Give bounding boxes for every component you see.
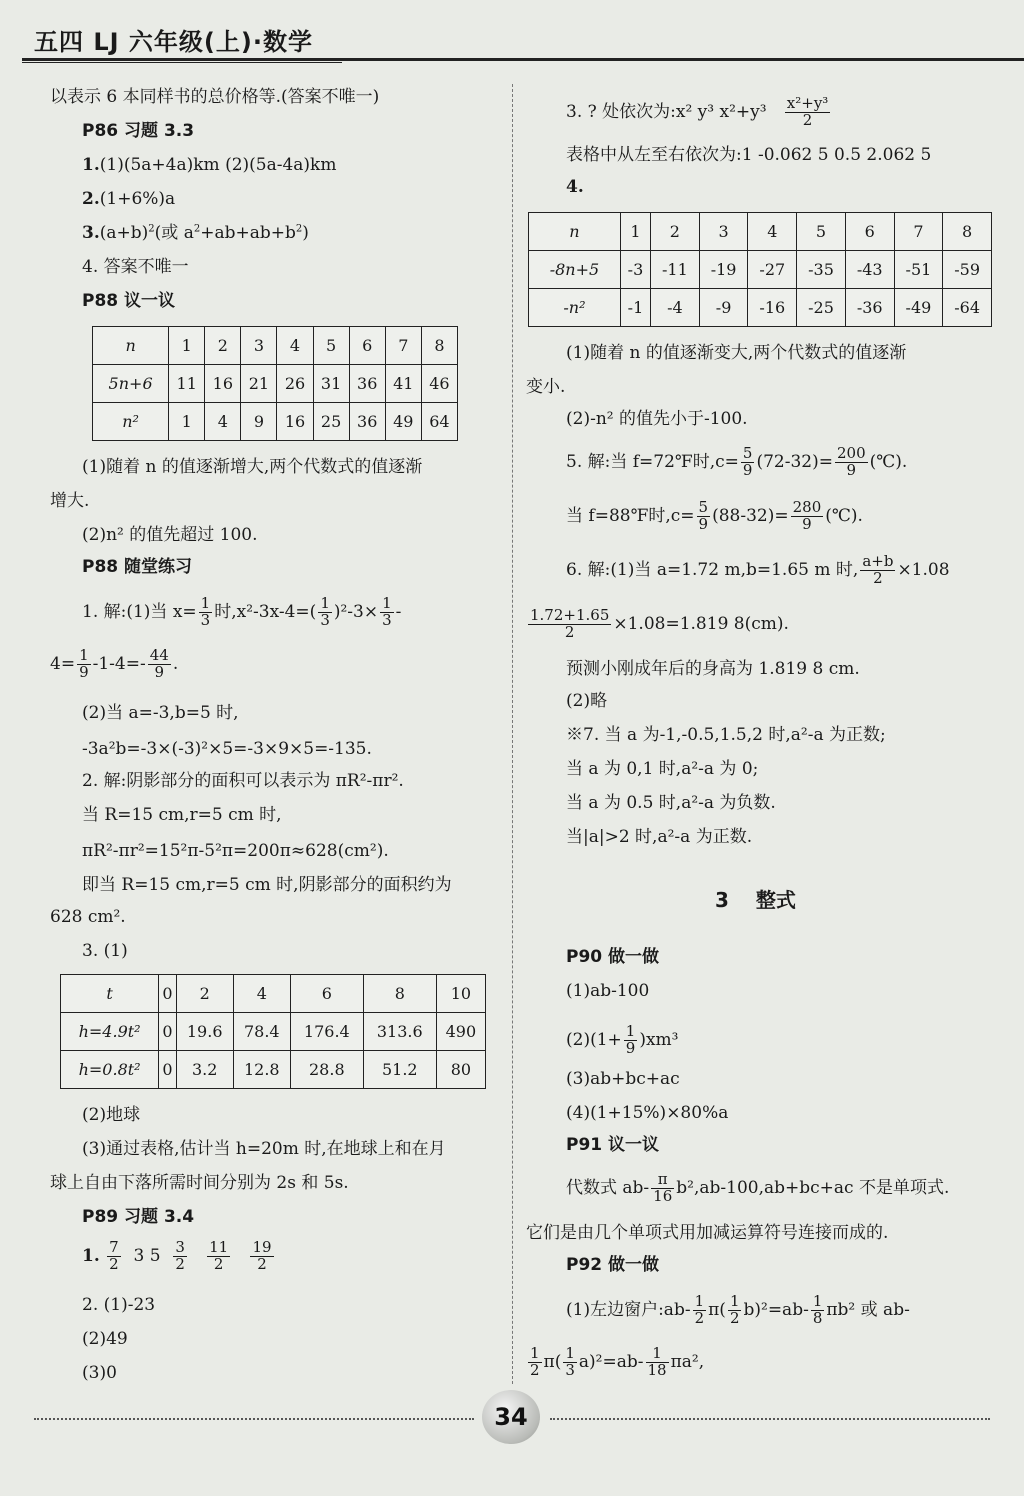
text: b²,ab-100,ab+bc+ac 不是单项式. <box>676 1177 950 1198</box>
table-cell: -3 <box>620 251 650 289</box>
section-label-p89: P89 习题 3.4 <box>82 1207 195 1227</box>
section-label-p91: P91 议一议 <box>566 1135 660 1155</box>
exercise-1-line2 <box>50 648 178 681</box>
text: (2)(1+ <box>566 1029 622 1050</box>
fraction: $\frac{1}{8}$ <box>812 1292 823 1327</box>
table-cell: -1 <box>620 289 650 327</box>
table-cell: 51.2 <box>363 1051 436 1089</box>
text-line: 2. (1)-23 <box>82 1295 156 1315</box>
table-cell: -4 <box>651 289 700 327</box>
text: (1)左边窗户:ab- <box>566 1299 691 1320</box>
text-line: πR²-πr²=15²π-5²π=200π≈628(cm²). <box>82 841 389 861</box>
table-cell: 313.6 <box>363 1013 436 1051</box>
table-cell: 2 <box>651 213 700 251</box>
table-cell: 4 <box>205 403 241 441</box>
text: . <box>172 653 179 674</box>
table-cell: 176.4 <box>290 1013 363 1051</box>
table-cell: 10 <box>436 975 485 1013</box>
table-cell: 4 <box>748 213 797 251</box>
table-cell: 7 <box>385 327 421 365</box>
right-answer-5-line2 <box>566 500 863 533</box>
text-line: (3)通过表格,估计当 h=20m 时,在地球上和在月 <box>82 1139 446 1159</box>
table-cell: 8 <box>363 975 436 1013</box>
fraction: $\frac{1.72+1.65}{2}$ <box>530 606 610 641</box>
fraction: $\frac{1}{3}$ <box>320 594 330 629</box>
text: 5. 解:当 f=72℉时,c= <box>566 451 739 472</box>
table-cell: -19 <box>699 251 748 289</box>
fraction: $\frac{1}{2}$ <box>729 1292 740 1327</box>
table-cell: -35 <box>797 251 846 289</box>
text: 时,x²-3x-4=( <box>214 601 317 622</box>
table-cell: n <box>529 213 621 251</box>
table-row <box>61 1013 486 1051</box>
table-cell: 36 <box>349 365 385 403</box>
table-cell: 5 <box>313 327 349 365</box>
section-label-p86: P86 习题 3.3 <box>82 121 195 141</box>
table-cell: 4 <box>277 327 313 365</box>
text-line: 当 R=15 cm,r=5 cm 时, <box>82 805 282 825</box>
table-cell: -16 <box>748 289 797 327</box>
text-line: (2)当 a=-3,b=5 时, <box>82 703 239 723</box>
fraction: $\frac{5}{9}$ <box>698 498 709 533</box>
answer-text: (1)(5a+4a)km (2)(5a-4a)km <box>99 155 337 175</box>
table-cell: -27 <box>748 251 797 289</box>
section-label-p90: P90 做一做 <box>566 947 660 967</box>
footer-dotted-rule-left <box>34 1418 474 1420</box>
header-rule-thin <box>22 62 342 63</box>
fraction: $\frac{200}{9}$ <box>836 444 866 479</box>
text: (℃). <box>825 505 863 526</box>
table-cell: -64 <box>943 289 992 327</box>
table-row <box>529 289 992 327</box>
text: a)²=ab- <box>578 1351 644 1372</box>
footer-dotted-rule-right <box>550 1418 990 1420</box>
p89-answer-1 <box>82 1240 276 1273</box>
q-number: 1. <box>82 1245 100 1266</box>
section-label-p88-practice: P88 随堂练习 <box>82 557 193 577</box>
table-cell: 31 <box>313 365 349 403</box>
text-line: (4)(1+15%)×80%a <box>566 1103 729 1123</box>
answer-text: (或 a <box>154 223 194 243</box>
text-line: 预测小刚成年后的身高为 1.819 8 cm. <box>566 659 860 679</box>
text-line: (1)随着 n 的值逐渐变大,两个代数式的值逐渐 <box>566 343 907 363</box>
fraction: $\frac{7}{2}$ <box>109 1238 119 1273</box>
p92-line1 <box>566 1294 910 1327</box>
fraction: $\frac{11}{2}$ <box>209 1238 229 1273</box>
table-cell: 490 <box>436 1013 485 1051</box>
table-cell: 21 <box>241 365 277 403</box>
table-cell: 6 <box>290 975 363 1013</box>
text: 当 f=88℉时,c= <box>566 505 695 526</box>
header-rule <box>22 58 1024 61</box>
fraction: $\frac{\text{x²+y³}}{2}$ <box>786 94 829 129</box>
text-line: (3)ab+bc+ac <box>566 1069 680 1089</box>
text: πb² 或 ab- <box>826 1299 910 1320</box>
text-line: 增大. <box>50 491 90 511</box>
answer-2 <box>82 188 175 210</box>
table-cell: 8 <box>943 213 992 251</box>
table-cell: -36 <box>845 289 894 327</box>
right-answer-3 <box>566 96 832 129</box>
section-label-p88: P88 议一议 <box>82 291 176 311</box>
text-line: (2)地球 <box>82 1105 141 1125</box>
text: -1-4=- <box>92 653 146 674</box>
text: 3. ? 处依次为:x² y³ x²+y³ <box>566 101 767 122</box>
table-cell: 12.8 <box>233 1051 290 1089</box>
table-cell: 2 <box>205 327 241 365</box>
text: (88-32)= <box>712 505 789 526</box>
exercise-1-line1 <box>82 596 401 629</box>
table-cell: h=0.8t² <box>61 1051 159 1089</box>
table-cell: 64 <box>421 403 457 441</box>
table-cell: 5 <box>797 213 846 251</box>
page-number-badge: 34 <box>482 1390 540 1444</box>
text-line: 628 cm². <box>50 907 126 927</box>
fraction: $\frac{1}{3}$ <box>382 594 392 629</box>
q-number: 1. <box>82 155 100 175</box>
table-cell: -n² <box>529 289 621 327</box>
section-heading: 3 整式 <box>715 888 796 912</box>
fraction: $\frac{44}{9}$ <box>149 646 169 681</box>
table-cell: 0 <box>159 975 176 1013</box>
table-cell: t <box>61 975 159 1013</box>
fraction: $\frac{1}{3}$ <box>565 1344 575 1379</box>
answer-1 <box>82 154 336 176</box>
fraction: $\frac{\pi}{16}$ <box>653 1170 673 1205</box>
fraction: $\frac{5}{9}$ <box>742 444 753 479</box>
table-row <box>529 251 992 289</box>
text: (72-32)= <box>756 451 833 472</box>
table-cell: 46 <box>421 365 457 403</box>
text-line: 当 a 为 0,1 时,a²-a 为 0; <box>566 759 759 779</box>
answer-text: ) <box>302 223 309 243</box>
table-cell: n² <box>93 403 169 441</box>
fraction: $\frac{19}{2}$ <box>252 1238 272 1273</box>
value-table-2 <box>60 974 486 1089</box>
table-cell: 36 <box>349 403 385 441</box>
table-cell: 41 <box>385 365 421 403</box>
fraction: $\frac{1}{9}$ <box>79 646 89 681</box>
text: )xm³ <box>639 1029 679 1050</box>
page-header-title: 五四 LJ 六年级(上)·数学 <box>34 28 313 56</box>
table-cell: -59 <box>943 251 992 289</box>
text: )²-3× <box>333 601 379 622</box>
text-line: 变小. <box>526 377 566 397</box>
section-label-p92: P92 做一做 <box>566 1255 660 1275</box>
table-cell: 19.6 <box>176 1013 233 1051</box>
text: 代数式 ab- <box>566 1177 650 1198</box>
q-number: 4. <box>566 177 584 197</box>
text-line: (1)ab-100 <box>566 981 650 1001</box>
p91-line1 <box>566 1172 949 1205</box>
table-header-row <box>61 975 486 1013</box>
table-cell: -49 <box>894 289 943 327</box>
text: 3 5 <box>133 1245 161 1266</box>
text-line: 2. 解:阴影部分的面积可以表示为 πR²-πr². <box>82 771 404 791</box>
table-cell: 1 <box>620 213 650 251</box>
text: (℃). <box>869 451 908 472</box>
table-cell: -8n+5 <box>529 251 621 289</box>
text-line: 当|a|>2 时,a²-a 为正数. <box>566 827 753 847</box>
text: b)²=ab- <box>743 1299 809 1320</box>
q-number: 2. <box>82 189 100 209</box>
right-answer-6-line2 <box>526 608 789 641</box>
table-cell: 1 <box>169 403 205 441</box>
text-line: 表格中从左至右依次为:1 -0.062 5 0.5 2.062 5 <box>566 145 932 165</box>
text-line: 3. (1) <box>82 941 128 961</box>
answer-3: $3.(a+b)^2$(或 $a^2+ab+ab+b^2$) <box>82 223 309 243</box>
text: π( <box>543 1351 562 1372</box>
right-answer-6-line1 <box>566 554 950 587</box>
table-cell: n <box>93 327 169 365</box>
right-answer-5-line1 <box>566 446 907 479</box>
answer-text: +ab+ab+b <box>200 223 296 243</box>
text: 1. 解:(1)当 x= <box>82 601 197 622</box>
table-cell: 11 <box>169 365 205 403</box>
value-table-3 <box>528 212 992 327</box>
table-cell: 16 <box>277 403 313 441</box>
text: 4= <box>50 653 76 674</box>
text-line: (2)略 <box>566 691 608 711</box>
fraction: $\frac{a+b}{2}$ <box>862 552 894 587</box>
text: πa², <box>670 1351 705 1372</box>
table-cell: 0 <box>159 1051 176 1089</box>
q-number: 3. <box>82 223 100 243</box>
table-row <box>61 1051 486 1089</box>
table-header-row <box>529 213 992 251</box>
text-line: -3a²b=-3×(-3)²×5=-3×9×5=-135. <box>82 739 372 759</box>
text: 6. 解:(1)当 a=1.72 m,b=1.65 m 时, <box>566 559 859 580</box>
table-cell: -9 <box>699 289 748 327</box>
table-cell: 16 <box>205 365 241 403</box>
table-cell: 8 <box>421 327 457 365</box>
table-cell: 1 <box>169 327 205 365</box>
text-line: ※7. 当 a 为-1,-0.5,1.5,2 时,a²-a 为正数; <box>566 725 886 745</box>
table-cell: 4 <box>233 975 290 1013</box>
table-cell: 26 <box>277 365 313 403</box>
text-line: 当 a 为 0.5 时,a²-a 为负数. <box>566 793 776 813</box>
answer-4: 4. 答案不唯一 <box>82 257 189 277</box>
text-line: (1)随着 n 的值逐渐增大,两个代数式的值逐渐 <box>82 457 423 477</box>
table-cell: 0 <box>159 1013 176 1051</box>
text: ×1.08=1.819 8(cm). <box>613 613 789 634</box>
table-cell: -11 <box>651 251 700 289</box>
fraction: $\frac{3}{2}$ <box>175 1238 185 1273</box>
table-cell: 3 <box>699 213 748 251</box>
p90-answer-2 <box>566 1024 678 1057</box>
text-line: (2)49 <box>82 1329 128 1349</box>
text-line: (3)0 <box>82 1363 117 1383</box>
fraction: $\frac{1}{18}$ <box>647 1344 667 1379</box>
table-row <box>93 365 458 403</box>
table-cell: -25 <box>797 289 846 327</box>
table-cell: 6 <box>349 327 385 365</box>
table-cell: 7 <box>894 213 943 251</box>
table-cell: 9 <box>241 403 277 441</box>
text-line: (2)-n² 的值先小于-100. <box>566 409 748 429</box>
text-line: (2)n² 的值先超过 100. <box>82 525 258 545</box>
table-cell: h=4.9t² <box>61 1013 159 1051</box>
table-cell: 49 <box>385 403 421 441</box>
table-cell: 80 <box>436 1051 485 1089</box>
text: π( <box>708 1299 726 1320</box>
table-cell: 3 <box>241 327 277 365</box>
table-cell: 78.4 <box>233 1013 290 1051</box>
table-header-row <box>93 327 458 365</box>
column-divider <box>512 84 513 1384</box>
table-cell: 2 <box>176 975 233 1013</box>
fraction: $\frac{1}{2}$ <box>694 1292 705 1327</box>
fraction: $\frac{1}{3}$ <box>200 594 211 629</box>
fraction: $\frac{280}{9}$ <box>792 498 822 533</box>
answer-text: (a+b) <box>99 223 149 243</box>
table-cell: 3.2 <box>176 1051 233 1089</box>
table-cell: 6 <box>845 213 894 251</box>
text: ×1.08 <box>897 559 950 580</box>
text: - <box>395 601 402 622</box>
text-line: 以表示 6 本同样书的总价格等.(答案不唯一) <box>50 87 380 107</box>
table-row <box>93 403 458 441</box>
text-line: 球上自由下落所需时间分别为 2s 和 5s. <box>50 1173 349 1193</box>
fraction: $\frac{1}{2}$ <box>530 1344 540 1379</box>
value-table-1 <box>92 326 458 441</box>
text-line: 即当 R=15 cm,r=5 cm 时,阴影部分的面积约为 <box>82 875 452 895</box>
p92-line2 <box>526 1346 704 1379</box>
table-cell: -51 <box>894 251 943 289</box>
table-cell: 25 <box>313 403 349 441</box>
table-cell: 28.8 <box>290 1051 363 1089</box>
answer-text: (1+6%)a <box>99 189 176 209</box>
table-cell: 5n+6 <box>93 365 169 403</box>
text-line: 它们是由几个单项式用加减运算符号连接而成的. <box>526 1223 889 1243</box>
table-cell: -43 <box>845 251 894 289</box>
fraction: $\frac{1}{9}$ <box>625 1022 636 1057</box>
